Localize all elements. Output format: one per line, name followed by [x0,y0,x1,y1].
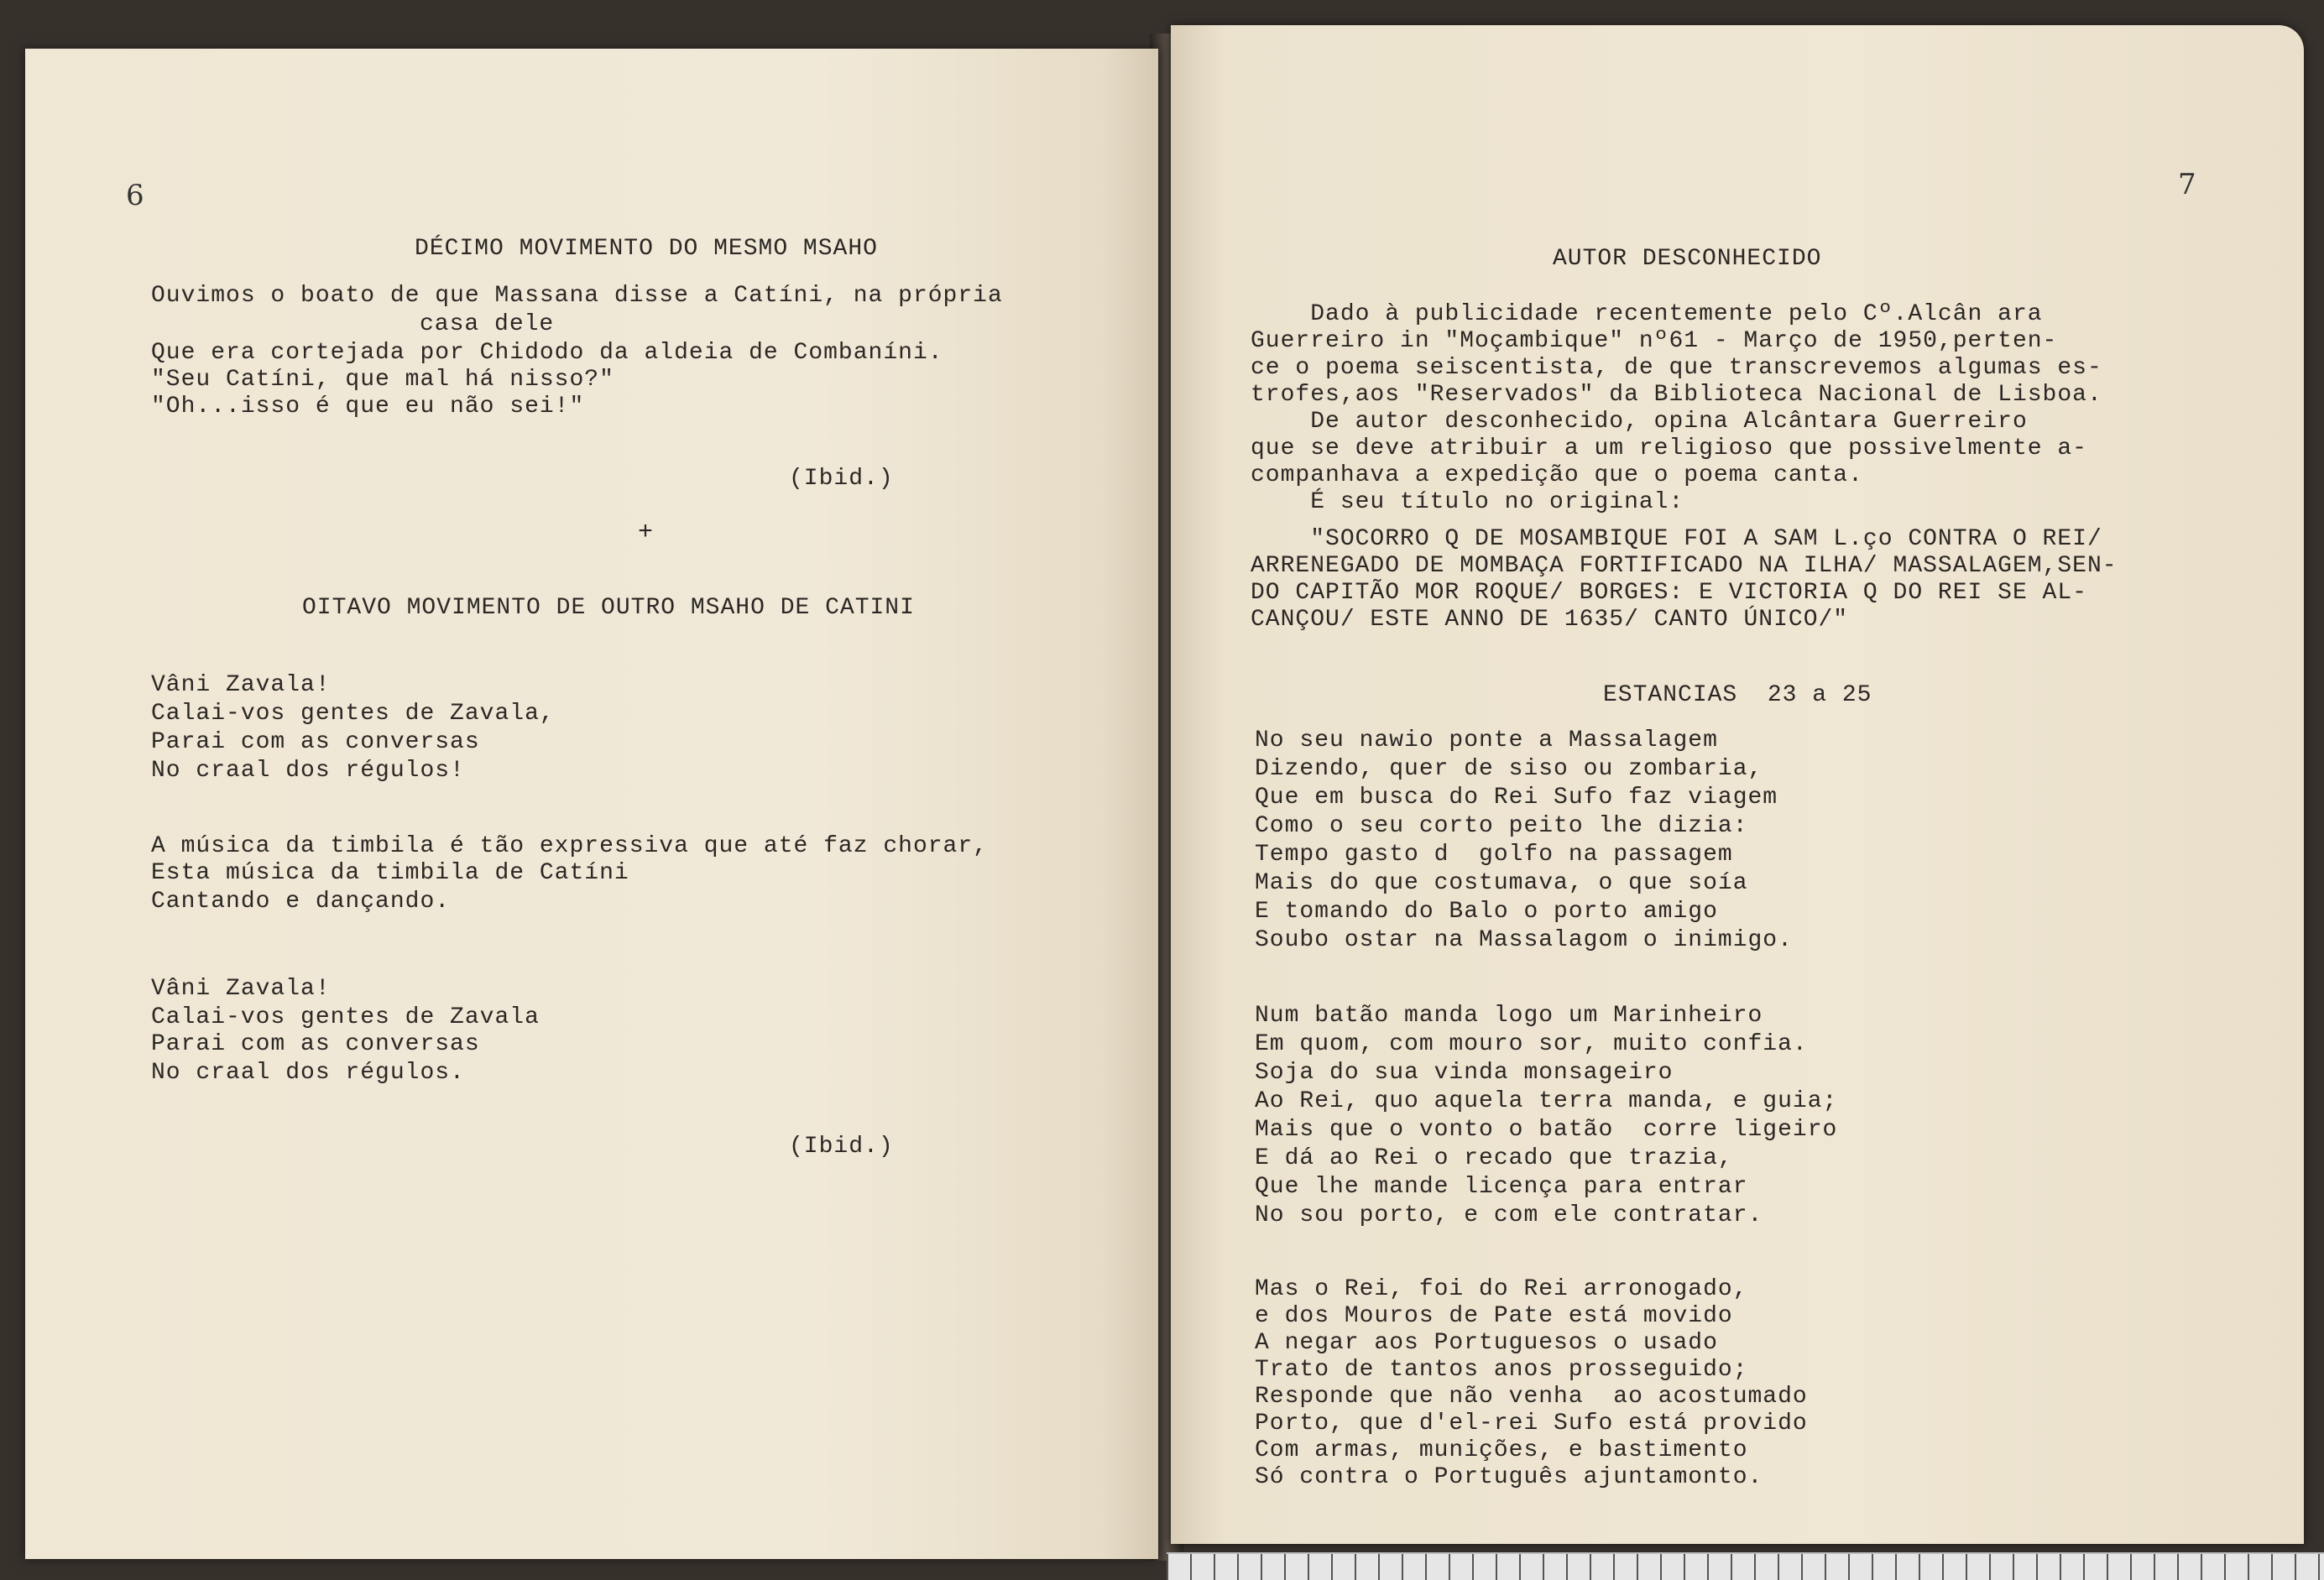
right-intro-line-6: que se deve atribuir a um religioso que possivelmente a- [1251,435,2087,461]
right-stanza2-line-1: Num batão manda logo um Marinheiro [1255,1003,1763,1029]
right-intro-line-9: "SOCORRO Q DE MOSAMBIQUE FOI A SAM L.ço CONTRA O REI/ [1251,526,2102,552]
right-intro-line-1: Dado à publicidade recentemente pelo Cº.Alcân ara [1251,301,2043,327]
right-intro-line-3: ce o poema seiscentista, de que transcrevemos algumas es- [1251,355,2102,381]
scale-ruler [1167,1552,2324,1580]
right-stanza3-line-2: e dos Mouros de Pate está movido [1255,1303,1733,1329]
right-stanza3-line-1: Mas o Rei, foi do Rei arronogado, [1255,1276,1748,1302]
right-stanza3-line-6: Porto, que d'el-rei Sufo está provido [1255,1411,1808,1437]
left-stanza1-line-3: Parai com as conversas [151,729,480,755]
right-stanza1-line-5: Tempo gasto d golfo na passagem [1255,842,1733,868]
right-title: AUTOR DESCONHECIDO [1553,246,1822,272]
right-stanza2-line-7: Que lhe mande licença para entrar [1255,1174,1748,1200]
left-stanza3-line-2: Calai-vos gentes de Zavala [151,1004,540,1030]
left-stanza1-line-2: Calai-vos gentes de Zavala, [151,701,555,727]
right-stanza1-line-4: Como o seu corto peito lhe dizia: [1255,813,1748,839]
left-stanza2-line-3: Cantando e dançando. [151,889,451,915]
right-stanza1-line-7: E tomando do Balo o porto amigo [1255,899,1718,925]
right-stanza3-line-7: Com armas, munições, e bastimento [1255,1437,1748,1463]
right-stanza3-line-4: Trato de tantos anos prosseguido; [1255,1357,1748,1383]
left-stanza1-line-4: No craal dos régulos! [151,758,465,784]
right-intro-line-8: É seu título no original: [1251,489,1684,515]
left-para1-line-4: "Seu Catíni, que mal há nisso?" [151,367,614,393]
right-page-number: 7 [2178,168,2196,201]
right-intro-line-4: trofes,aos "Reservados" da Biblioteca Nacional de Lisboa. [1251,382,2102,408]
left-stanza3-line-3: Parai com as conversas [151,1031,480,1057]
right-intro-line-7: companhava a expedição que o poema canta. [1251,462,1863,488]
left-stanza1-line-1: Vâni Zavala! [151,672,331,698]
left-ibid-1: (Ibid.) [789,466,894,492]
left-para1-line-2: casa dele [420,311,555,337]
right-stanza3-line-3: A negar aos Portuguesos o usado [1255,1330,1718,1356]
left-para1-line-5: "Oh...isso é que eu não sei!" [151,394,585,420]
left-page [25,49,1158,1559]
right-page [1171,25,2304,1544]
right-stanza1-line-2: Dizendo, quer de siso ou zombaria, [1255,756,1763,782]
left-separator: + [638,519,654,547]
right-stanza1-line-3: Que em busca do Rei Sufo faz viagem [1255,785,1778,811]
right-stanza3-line-5: Responde que não venha ao acostumado [1255,1384,1808,1410]
left-para1-line-3: Que era cortejada por Chidodo da aldeia de Combaníni. [151,340,943,366]
left-para1-line-1: Ouvimos o boato de que Massana disse a Catíni, na própria [151,283,1003,309]
left-stanza3-line-1: Vâni Zavala! [151,976,331,1002]
left-page-number: 6 [126,179,144,212]
right-intro-line-2: Guerreiro in "Moçambique" nº61 - Março de 1950,perten- [1251,328,2058,354]
right-subtitle: ESTANCIAS 23 a 25 [1603,682,1872,708]
right-intro-line-12: CANÇOU/ ESTE ANNO DE 1635/ CANTO ÚNICO/" [1251,607,1849,633]
right-stanza1-line-6: Mais do que costumava, o que soía [1255,870,1748,896]
right-stanza2-line-8: No sou porto, e com ele contratar. [1255,1202,1763,1228]
left-stanza2-line-1: A música da timbila é tão expressiva que até faz chorar, [151,833,988,859]
right-stanza1-line-8: Soubo ostar na Massalagom o inimigo. [1255,927,1793,953]
right-stanza2-line-2: Em quom, com mouro sor, muito confia. [1255,1031,1808,1057]
right-stanza1-line-1: No seu nawio ponte a Massalagem [1255,727,1718,753]
right-intro-line-5: De autor desconhecido, opina Alcântara Guerreiro [1251,409,2028,435]
left-stanza2-line-2: Esta música da timbila de Catíni [151,860,629,886]
right-stanza2-line-3: Soja do sua vinda monsageiro [1255,1060,1674,1086]
left-ibid-2: (Ibid.) [789,1134,894,1160]
right-intro-line-10: ARRENEGADO DE MOMBAÇA FORTIFICADO NA ILHA/ MASSALAGEM,SEN- [1251,553,2118,579]
right-stanza2-line-4: Ao Rei, quo aquela terra manda, e guia; [1255,1088,1838,1114]
left-title-2: OITAVO MOVIMENTO DE OUTRO MSAHO DE CATINI [302,595,915,621]
left-stanza3-line-4: No craal dos régulos. [151,1060,465,1086]
left-title-1: DÉCIMO MOVIMENTO DO MESMO MSAHO [415,236,878,262]
right-stanza2-line-6: E dá ao Rei o recado que trazia, [1255,1145,1733,1171]
right-stanza3-line-8: Só contra o Português ajuntamonto. [1255,1464,1763,1490]
right-intro-line-11: DO CAPITÃO MOR ROQUE/ BORGES: E VICTORIA Q DO REI SE AL- [1251,580,2087,606]
right-stanza2-line-5: Mais que o vonto o batão corre ligeiro [1255,1117,1838,1143]
